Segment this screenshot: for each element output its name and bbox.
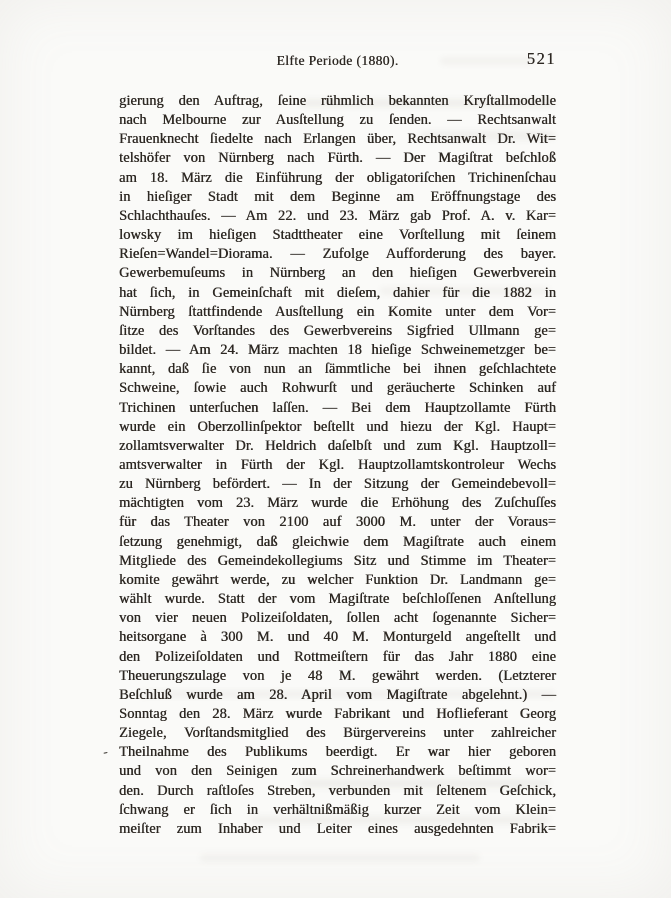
text-line: Trichinen unterſuchen laſſen. — Bei dem Hauptzollamte Fürth xyxy=(119,399,556,416)
text-line: Nürnberg ſtattfindende Ausſtellung ein Komite unter dem Vor= xyxy=(119,303,556,320)
text-line: den. Durch raſtloſes Streben, verbunden mit ſeltenem Geſchick, xyxy=(119,782,556,799)
text-line: bildet. — Am 24. März machten 18 hieſige Schweinemetzger be= xyxy=(119,342,556,359)
text-line: Schlachthauſes. — Am 22. und 23. März gab Prof. A. v. Kar= xyxy=(119,207,556,224)
page-text xyxy=(119,92,556,839)
text-line: Frauenknecht ſiedelte nach Erlangen über, Rechtsanwalt Dr. Wit= xyxy=(119,131,556,148)
text-line: amtsverwalter in Fürth der Kgl. Hauptzollamtskontroleur Wechs xyxy=(119,456,556,473)
text-line: mächtigten vom 23. März wurde die Erhöhung des Zuſchuſſes xyxy=(119,495,556,512)
text-line: den Polizeiſoldaten und Rottmeiſtern für das Jahr 1880 eine xyxy=(119,648,556,665)
text-line: zollamtsverwalter Dr. Heldrich daſelbſt und zum Kgl. Hauptzoll= xyxy=(119,437,556,454)
running-title: Elfte Periode (1880). xyxy=(276,53,399,68)
text-line: heitsorgane à 300 M. und 40 M. Monturgeld angeſtellt und xyxy=(119,629,556,646)
text-line: telshöfer von Nürnberg nach Fürth. — Der Magiſtrat beſchloß xyxy=(119,150,556,167)
text-line: wurde ein Oberzollinſpektor beſtellt und hiezu der Kgl. Haupt= xyxy=(119,418,556,435)
text-line: komite gewährt werde, zu welcher Funktion Dr. Landmann ge= xyxy=(119,571,556,588)
margin-mark: - xyxy=(101,743,109,760)
page-number: 521 xyxy=(526,49,556,68)
text-line: gierung den Auftrag, ſeine rühmlich bekannten Kryſtallmodelle xyxy=(119,93,556,109)
text-line: lowsky im hieſigen Stadttheater eine Vorſtellung mit ſeinem xyxy=(119,227,556,244)
text-line: nach Melbourne zur Ausſtellung zu ſenden. — Rechtsanwalt xyxy=(119,112,556,129)
text-line: von vier neuen Polizeiſoldaten, ſollen acht ſogenannte Sicher= xyxy=(119,610,556,627)
text-line: Mitgliede des Gemeindekollegiums Sitz und Stimme im Theater= xyxy=(119,552,556,569)
text-line: Rieſen=Wandel=Diorama. — Zufolge Aufforderung des bayer. xyxy=(119,246,556,263)
text-line: wählt wurde. Statt der vom Magiſtrate beſchloſſenen Anſtellung xyxy=(119,591,556,608)
text-line: ſchwang er ſich in verhältnißmäßig kurzer Zeit vom Klein= xyxy=(119,801,556,818)
text-line: Gewerbemuſeums in Nürnberg an den hieſigen Gewerbverein xyxy=(119,265,556,282)
text-line: zu Nürnberg befördert. — In der Sitzung der Gemeindebevoll= xyxy=(119,476,556,493)
bleedthrough-smudge xyxy=(200,854,480,862)
text-line: Sonntag den 28. März wurde Fabrikant und Hoflieferant Georg xyxy=(119,706,556,722)
text-line: kannt, daß ſie von nun an ſämmtliche bei ihnen geſchlachtete xyxy=(119,361,556,378)
text-line: ſitze des Vorſtandes des Gewerbvereins Sigfried Ullmann ge= xyxy=(119,322,556,339)
text-line: Beſchluß wurde am 28. April vom Magiſtrate abgelehnt.) — xyxy=(119,686,556,703)
text-line: Schweine, ſowie auch Rohwurſt und geräucherte Schinken auf xyxy=(119,380,556,397)
text-line: meiſter zum Inhaber und Leiter eines ausgedehnten Fabrik= xyxy=(119,820,556,837)
text-line: hat ſich, in Gemeinſchaft mit dieſem, dahier für die 1882 in xyxy=(119,284,556,301)
text-line: in hieſiger Stadt mit dem Beginne am Eröffnungstage des xyxy=(119,188,556,205)
text-line: und von den Seinigen zum Schreinerhandwerk beſtimmt wor= xyxy=(119,763,556,780)
text-line: Ziegele, Vorſtandsmitglied des Bürgervereins unter zahlreicher xyxy=(119,725,556,742)
text-line: Theuerungszulage von je 48 M. gewährt werden. (Letzterer xyxy=(119,667,556,684)
text-line: für das Theater von 2100 auf 3000 M. unter der Voraus= xyxy=(119,514,556,531)
text-line: Theilnahme des Publikums beerdigt. Er war hier geboren xyxy=(119,744,556,761)
text-line: ſetzung genehmigt, daß gleichwie dem Magiſtrate auch einem xyxy=(119,533,556,550)
text-line: am 18. März die Einführung der obligatoriſchen Trichinenſchau xyxy=(119,169,556,186)
running-header xyxy=(119,49,556,73)
